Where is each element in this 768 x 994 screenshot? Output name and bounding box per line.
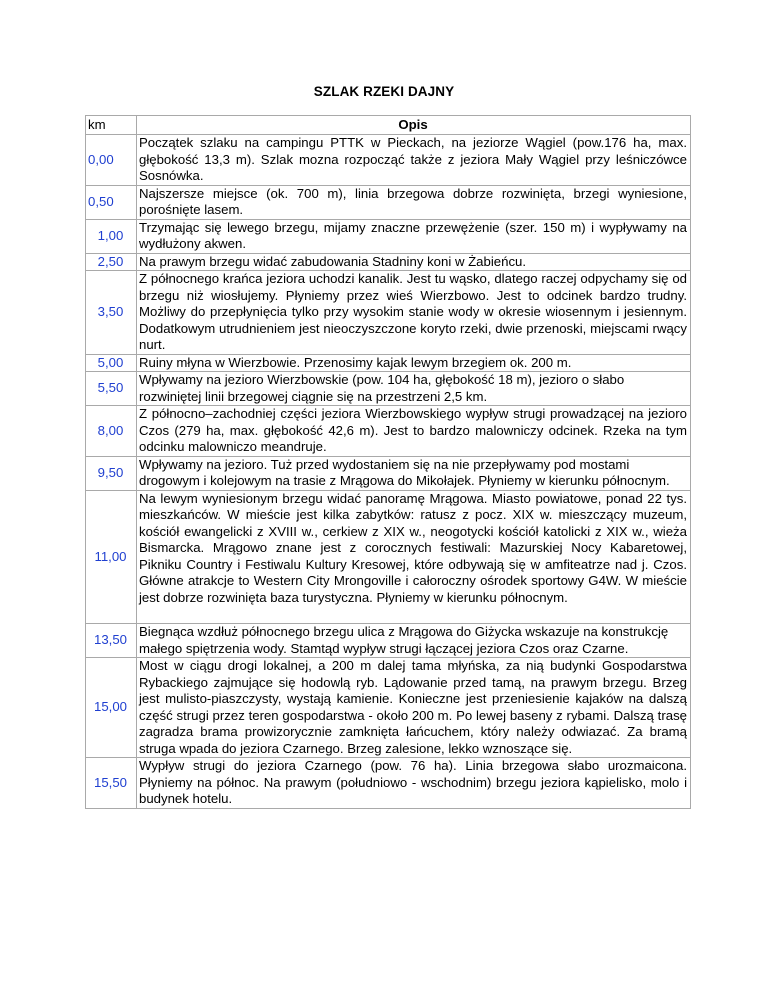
description-cell: Biegnąca wzdłuż północnego brzegu ulica z Mrągowa do Giżycka wskazuje na konstrukcję małego spiętrzenia wody. Stamtąd wypływ strugi łączącej jeziora Czos oraz Czarne. (137, 624, 691, 658)
table-row (86, 406, 691, 457)
km-cell: 5,00 (86, 354, 137, 372)
description-cell: Na prawym brzegu widać zabudowania Stadniny koni w Żabieńcu. (137, 253, 691, 271)
table-row (86, 354, 691, 372)
description-cell: Początek szlaku na campingu PTTK w Pieckach, na jeziorze Wągiel (pow.176 ha, max. głębokość 13,3 m). Szlak mozna rozpocząć także z jeziora Mały Wągiel przy leśniczówce Sosnówka. (137, 135, 691, 186)
km-cell: 15,00 (86, 658, 137, 758)
description-cell: Ruiny młyna w Wierzbowie. Przenosimy kajak lewym brzegiem ok. 200 m. (137, 354, 691, 372)
km-cell: 9,50 (86, 456, 137, 490)
table-row (86, 490, 691, 624)
table-header-row (86, 116, 691, 135)
table-row (86, 271, 691, 355)
km-cell: 5,50 (86, 372, 137, 406)
table-row (86, 624, 691, 658)
km-cell: 2,50 (86, 253, 137, 271)
description-cell: Wpływamy na jezioro Wierzbowskie (pow. 104 ha, głębokość 18 m), jezioro o słabo rozwiniętej linii brzegowej ciągnie się na przestrzeni 2,5 km. (137, 372, 691, 406)
description-cell: Najszersze miejsce (ok. 700 m), linia brzegowa dobrze rozwinięta, brzegi wyniesione, porośnięte lasem. (137, 185, 691, 219)
table-row (86, 456, 691, 490)
km-cell: 0,00 (86, 135, 137, 186)
description-column-header: Opis (137, 116, 691, 135)
description-cell: Z północno–zachodniej części jeziora Wierzbowskiego wypływ strugi prowadzącej na jezioro Czos (279 ha, max. głębokość 42,6 m). Jest to bardzo malowniczy odcinek. Rzeka na tym odcinku malowniczo meandruje. (137, 406, 691, 457)
description-cell: Z północnego krańca jeziora uchodzi kanalik. Jest tu wąsko, dlatego raczej odpychamy się od brzegu niż wiosłujemy. Płyniemy przez wieś Wierzbowo. Jest to odcinek bardzo trudny. Możliwy do przepłynięcia tylko przy wysokim stanie wody w okresie wiosennym i jesiennym. Dodatkowym utrudnieniem jest nieoczyszczone koryto rzeki, dwie przenoski, miejscami rwący nurt. (137, 271, 691, 355)
table-row (86, 135, 691, 186)
description-cell: Wypływ strugi do jeziora Czarnego (pow. 76 ha). Linia brzegowa słabo urozmaicona. Płyniemy na północ. Na prawym (południowo - wschodnim) brzegu jeziora kąpielisko, molo i budynek hotelu. (137, 758, 691, 809)
description-cell: Trzymając się lewego brzegu, mijamy znaczne przewężenie (szer. 150 m) i wypływamy na wydłużony akwen. (137, 219, 691, 253)
table-row (86, 372, 691, 406)
table-row (86, 219, 691, 253)
description-cell: Most w ciągu drogi lokalnej, a 200 m dalej tama młyńska, za nią budynki Gospodarstwa Rybackiego zajmujące się hodowlą ryb. Lądowanie przed tamą, na prawym brzegu. Brzeg jest mulisto-piaszczysty, wystają kamienie. Konieczne jest przeniesienie kajaków na dalszą część strugi przez teren gospodarstwa - około 200 m. Po lewej baseny z rybami. Dalszą trasę zagradza brama prowizorycznie zamknięta łańcuchem, który należy odwiazać. Za bramą struga wpada do jeziora Czarnego. Brzeg zalesione, lekko wznoszące się. (137, 658, 691, 758)
table-row (86, 185, 691, 219)
trail-table (85, 115, 691, 809)
km-cell: 13,50 (86, 624, 137, 658)
description-cell: Na lewym wyniesionym brzegu widać panoramę Mrągowa. Miasto powiatowe, ponad 22 tys. mieszkańców. W mieście jest kilka zabytków: ratusz z pocz. XIX w. mieszczący muzeum, kościół ewangelicki z XVIII w., cerkiew z XIX w., neogotycki kościół katolicki z XIX w., wieża Bismarcka. Mrągowo znane jest z corocznych festiwali: Mazurskiej Nocy Kabaretowej, Pikniku Country i Festiwalu Kultury Kresowej, które odbywają się w amfiteatrze nad j. Czos. Główne atrakcje to Western City Mrongoville i całoroczny ośrodek sportowy G4W. W mieście jest dobrze rozwinięta baza turystyczna. Płyniemy w kierunku północnym. (137, 490, 691, 624)
km-cell: 11,00 (86, 490, 137, 624)
km-cell: 8,00 (86, 406, 137, 457)
table-row (86, 253, 691, 271)
km-cell: 15,50 (86, 758, 137, 809)
table-row (86, 658, 691, 758)
document-title: SZLAK RZEKI DAJNY (313, 84, 455, 99)
km-cell: 3,50 (86, 271, 137, 355)
table-row (86, 758, 691, 809)
km-cell: 0,50 (86, 185, 137, 219)
km-column-header: km (86, 116, 137, 135)
description-cell: Wpływamy na jezioro. Tuż przed wydostaniem się na nie przepływamy pod mostami drogowym i kolejowym na trasie z Mrągowa do Mikołajek. Płyniemy w kierunku północnym. (137, 456, 691, 490)
km-cell: 1,00 (86, 219, 137, 253)
